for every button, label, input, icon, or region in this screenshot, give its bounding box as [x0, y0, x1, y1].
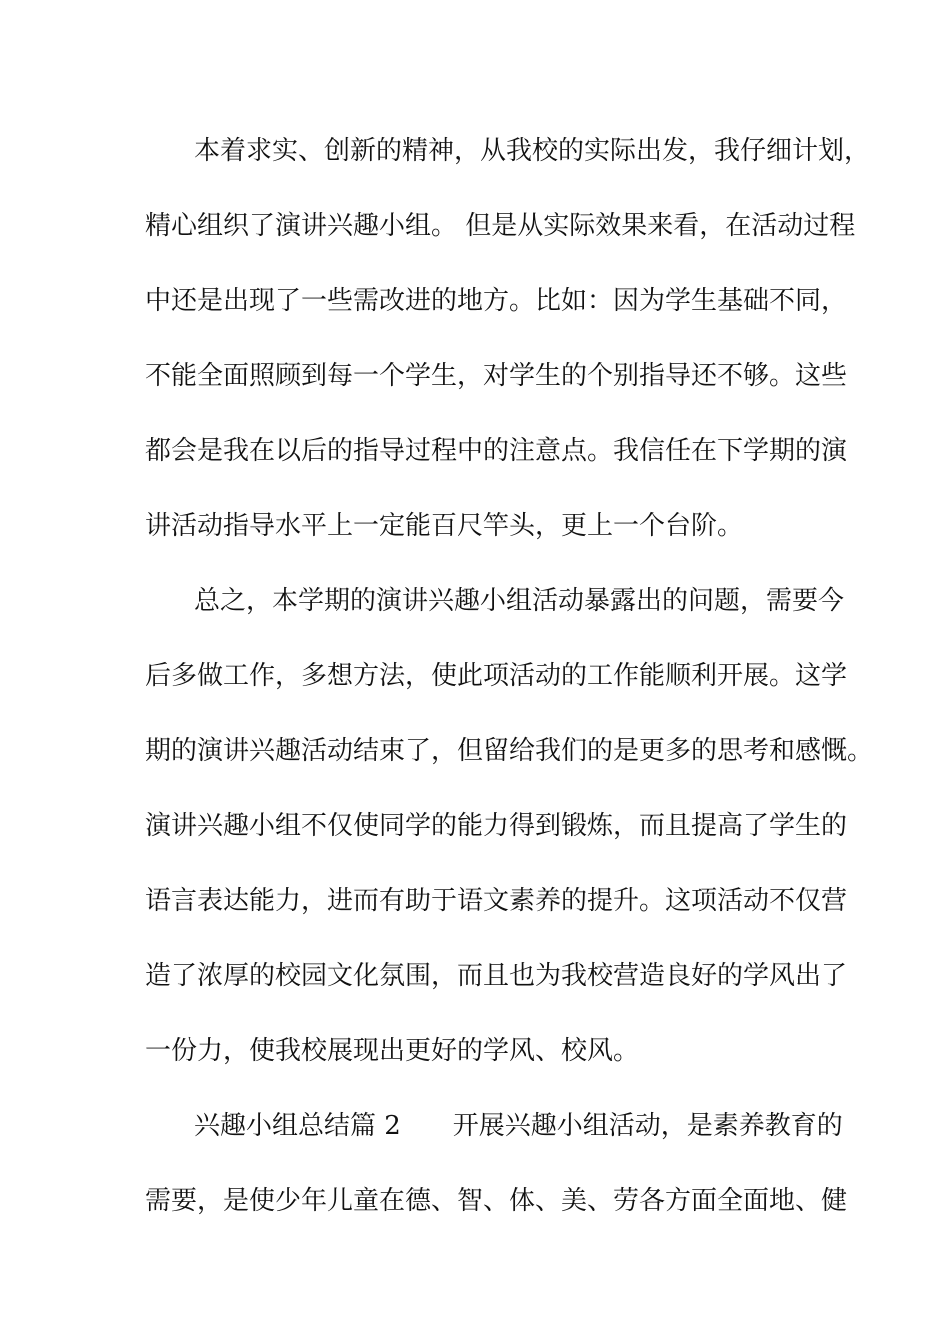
text-line: 期的演讲兴趣活动结束了，但留给我们的是更多的思考和感慨。: [145, 736, 874, 766]
text-line: 造了浓厚的校园文化氛围，而且也为我校营造良好的学风出了: [145, 961, 848, 991]
text-line: 不能全面照顾到每一个学生，对学生的个别指导还不够。这些: [145, 361, 848, 391]
text-line: 讲活动指导水平上一定能百尺竿头，更上一个台阶。: [145, 511, 744, 541]
text-line: 兴趣小组总结篇 2 开展兴趣小组活动，是素养教育的: [194, 1111, 843, 1141]
text-line: 一份力，使我校展现出更好的学风、校风。: [145, 1036, 640, 1066]
text-line: 总之，本学期的演讲兴趣小组活动暴露出的问题，需要今: [194, 586, 845, 616]
text-line: 本着求实、创新的精神，从我校的实际出发，我仔细计划，: [194, 136, 871, 166]
text-line: 后多做工作，多想方法，使此项活动的工作能顺利开展。这学: [145, 661, 848, 691]
text-line: 精心组织了演讲兴趣小组。 但是从实际效果来看，在活动过程: [145, 211, 856, 241]
text-line: 需要，是使少年儿童在德、智、体、美、劳各方面全面地、健: [145, 1186, 848, 1216]
text-line: 都会是我在以后的指导过程中的注意点。我信任在下学期的演: [145, 436, 848, 466]
text-line: 演讲兴趣小组不仅使同学的能力得到锻炼，而且提高了学生的: [145, 811, 848, 841]
text-line: 中还是出现了一些需改进的地方。比如：因为学生基础不同，: [145, 286, 848, 316]
text-line: 语言表达能力，进而有助于语文素养的提升。这项活动不仅营: [145, 886, 848, 916]
